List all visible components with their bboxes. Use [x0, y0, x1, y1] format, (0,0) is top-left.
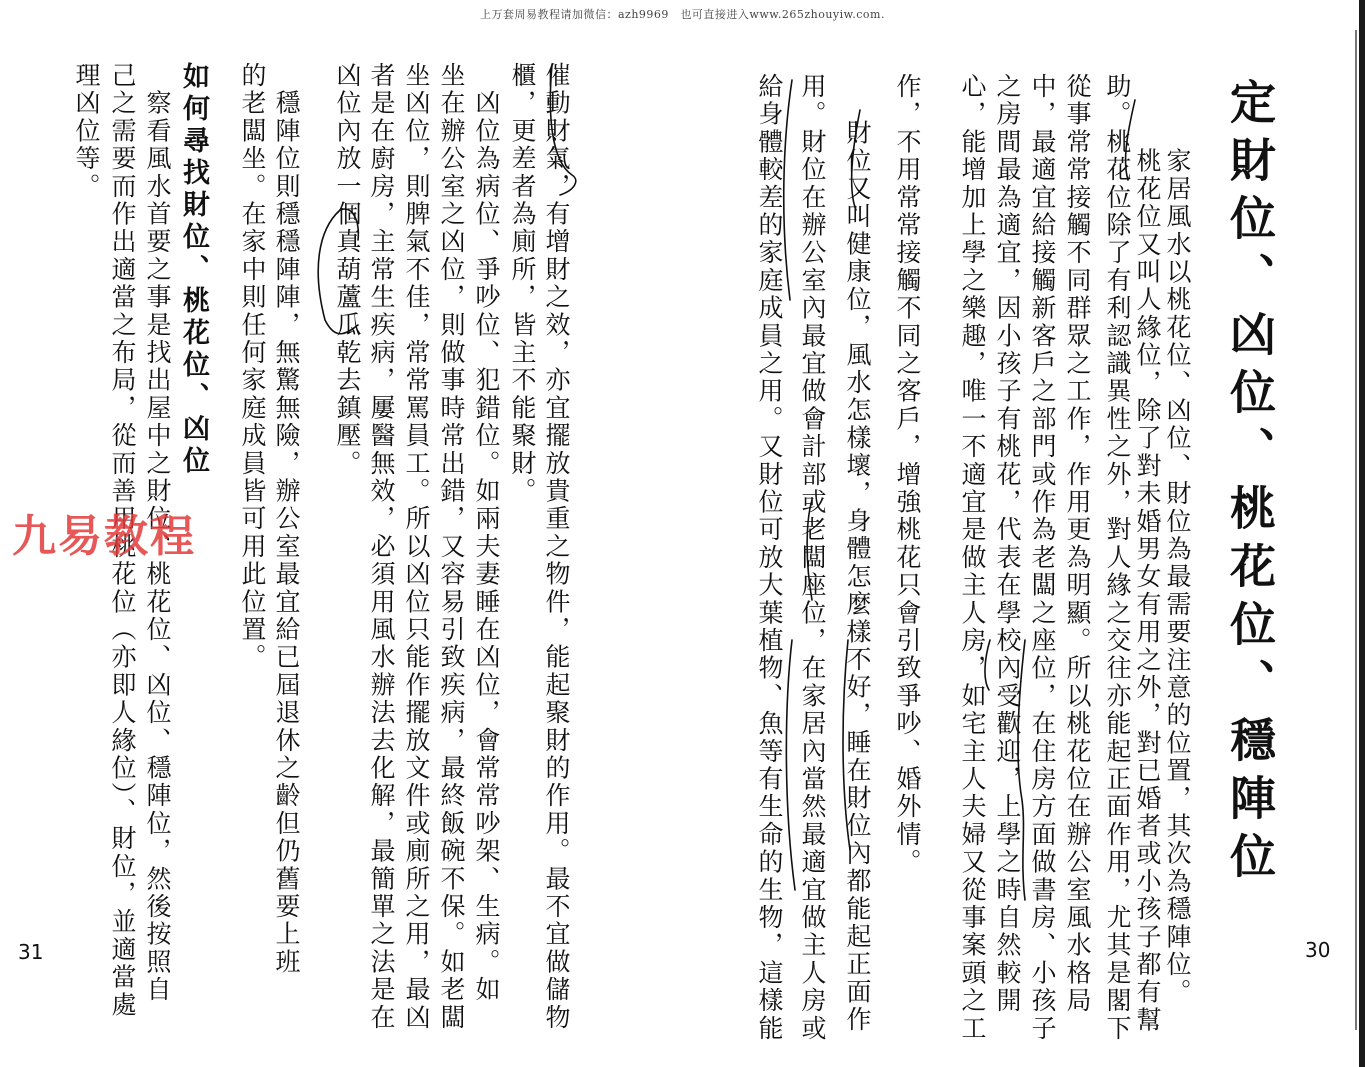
- text-column: 助。桃花位除了有利認識異性之外，對人緣之交往亦能起正面作用，尤其是閣下: [1103, 73, 1132, 1043]
- text-column: 財位又叫健康位，風水怎樣壞，身體怎麼樣不好，睡在財位內都能起正面作: [843, 92, 872, 1034]
- section-heading: 如何尋找財位、桃花位、凶位: [178, 62, 209, 478]
- watermark-logo: 九易教程: [12, 511, 196, 562]
- page-number: 30: [1305, 938, 1331, 962]
- text-column: 從事常常接觸不同群眾之工作，作用更為明顯。所以桃花位在辦公室風水格局: [1063, 73, 1092, 1015]
- text-column: 凶位為病位、爭吵位、犯錯位。如兩夫妻睡在凶位，會常常吵架、生病。如: [472, 62, 501, 1004]
- text-column: 作，不用常常接觸不同之客戶，增強桃花只會引致爭吵、婚外情。: [893, 73, 922, 877]
- text-column: 坐在辦公室之凶位，則做事時常出錯，又容易引致疾病，最終飯碗不保。如老闆: [437, 62, 466, 1032]
- text-column: 理凶位等。: [72, 62, 101, 201]
- text-column: 穩陣位則穩穩陣陣，無驚無險，辦公室最宜給已屆退休之齡但仍舊要上班: [272, 62, 301, 977]
- text-column: 給身體較差的家庭成員之用。又財位可放大葉植物、魚等有生命的生物，這樣能: [755, 73, 784, 1043]
- text-column: 之房間最為適宜，因小孩子有桃花，代表在學校內受歡迎，上學之時自然較開: [993, 73, 1022, 1015]
- text-column: 催動財氣，有增財之效，亦宜擺放貴重之物件，能起聚財的作用。最不宜做儲物: [542, 62, 571, 1032]
- text-column: 的老闆坐。在家中則任何家庭成員皆可用此位置。: [238, 62, 267, 672]
- text-column: 者是在廚房，主常生疾病，屢醫無效，必須用風水辦法去化解，最簡單之法是在: [367, 62, 396, 1032]
- text-column: 用。財位在辦公室內最宜做會計部或老闆座位，在家居內當然最適宜做主人房或: [798, 73, 827, 1043]
- page-30: [700, 0, 1365, 1067]
- text-column: 桃花位又叫人緣位，除了對未婚男女有用之外，對已婚者或小孩子都有幫: [1133, 120, 1162, 1035]
- text-column: 櫃，更差者為廁所，皆主不能聚財。: [508, 62, 537, 506]
- text-column: 凶位內放一個真葫蘆瓜乾去鎮壓。: [333, 62, 362, 478]
- text-column: 坐凶位，則脾氣不佳，常常罵員工。所以凶位只能作擺放文件或廁所之用，最凶: [402, 62, 431, 1032]
- text-column: 己之需要而作出適當之布局，從而善用桃花位（亦即人緣位）、財位，並適當處: [108, 62, 137, 1019]
- text-column: 心，能增加上學之樂趣，唯一不適宜是做主人房，如宅主人夫婦又從事案頭之工: [958, 73, 987, 1043]
- text-column: 家居風水以桃花位、凶位、財位為最需要注意的位置，其次為穩陣位。: [1163, 120, 1192, 1007]
- page-number: 31: [18, 940, 44, 964]
- text-column: 中，最適宜給接觸新客戶之部門或作為老闆之座位，在住房方面做書房、小孩子: [1028, 73, 1057, 1043]
- page-title: 定財位、凶位、桃花位、穩陣位: [1223, 78, 1277, 890]
- text-column: 察看風水首要之事是找出屋中之財位、桃花位、凶位、穩陣位，然後按照自: [143, 62, 172, 1004]
- header-banner: 上万套周易教程请加微信：azh9969 也可直接进入www.265zhouyiw.com.: [479, 8, 885, 21]
